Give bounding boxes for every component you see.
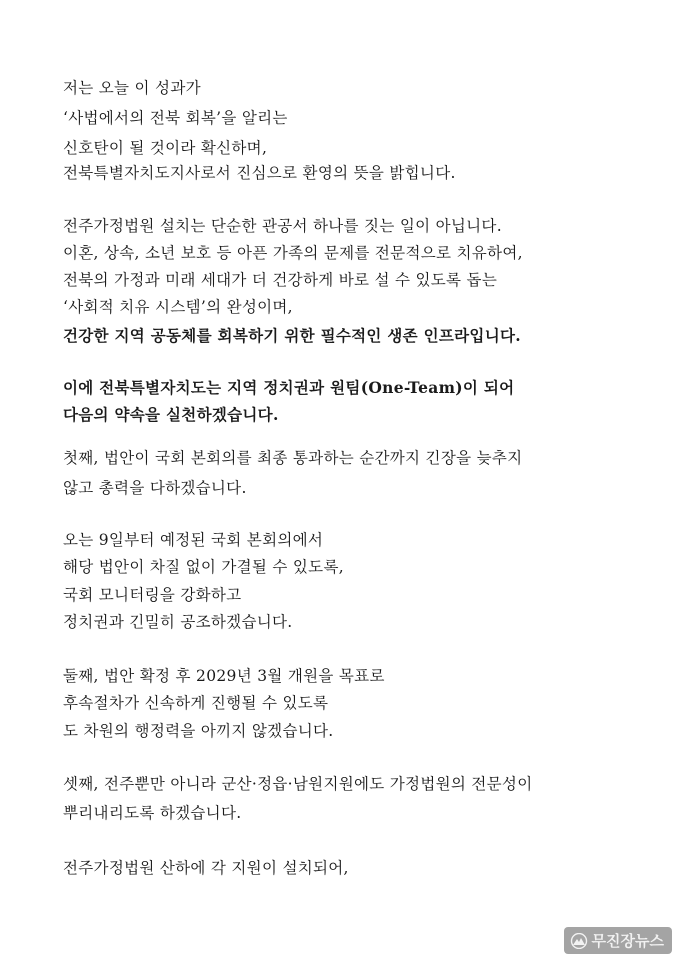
paragraph-line: 해당 법안이 차질 없이 가결될 수 있도록, (63, 558, 344, 576)
paragraph-line: 신호탄이 될 것이라 확신하며, (63, 139, 268, 157)
paragraph-line: 셋째, 전주뿐만 아니라 군산·정읍·남원지원에도 가정법원의 전문성이 (63, 775, 533, 793)
news-watermark (564, 927, 672, 954)
paragraph-line: 전주가정법원 산하에 각 지원이 설치되어, (63, 859, 349, 877)
paragraph-line: 전주가정법원 설치는 단순한 관공서 하나를 짓는 일이 아닙니다. (63, 217, 502, 235)
paragraph-line: ‘사회적 치유 시스템’의 완성이며, (63, 298, 293, 316)
paragraph-line: 않고 총력을 다하겠습니다. (63, 479, 247, 497)
paragraph-line: 국회 모니터링을 강화하고 (63, 586, 242, 604)
paragraph-line: 도 차원의 행정력을 아끼지 않겠습니다. (63, 722, 334, 740)
paragraph-line-emphasis: 건강한 지역 공동체를 회복하기 위한 필수적인 생존 인프라입니다. (63, 326, 521, 345)
paragraph-line-emphasis: 이에 전북특별자치도는 지역 정치권과 원팀(One-Team)이 되어 (63, 378, 515, 397)
paragraph-line: 뿌리내리도록 하겠습니다. (63, 804, 242, 822)
paragraph-line: 전북의 가정과 미래 세대가 더 건강하게 바로 설 수 있도록 돕는 (63, 271, 498, 289)
paragraph-line: 후속절차가 신속하게 진행될 수 있도록 (63, 694, 329, 712)
paragraph-line: 저는 오늘 이 성과가 (63, 79, 201, 97)
paragraph-line: ‘사법에서의 전북 회복’을 알리는 (63, 109, 288, 127)
paragraph-line: 첫째, 법안이 국회 본회의를 최종 통과하는 순간까지 긴장을 늦추지 (63, 449, 523, 467)
mountain-logo-icon (570, 933, 588, 949)
paragraph-line-emphasis: 다음의 약속을 실천하겠습니다. (63, 405, 279, 424)
paragraph-line: 전북특별자치도지사로서 진심으로 환영의 뜻을 밝힙니다. (63, 164, 456, 182)
paragraph-line: 오는 9일부터 예정된 국회 본회의에서 (63, 531, 324, 549)
watermark-label: 무진장뉴스 (591, 932, 664, 950)
paragraph-line: 정치권과 긴밀히 공조하겠습니다. (63, 613, 293, 631)
paragraph-line: 이혼, 상속, 소년 보호 등 아픈 가족의 문제를 전문적으로 치유하여, (63, 244, 523, 262)
paragraph-line: 둘째, 법안 확정 후 2029년 3월 개원을 목표로 (63, 667, 385, 685)
